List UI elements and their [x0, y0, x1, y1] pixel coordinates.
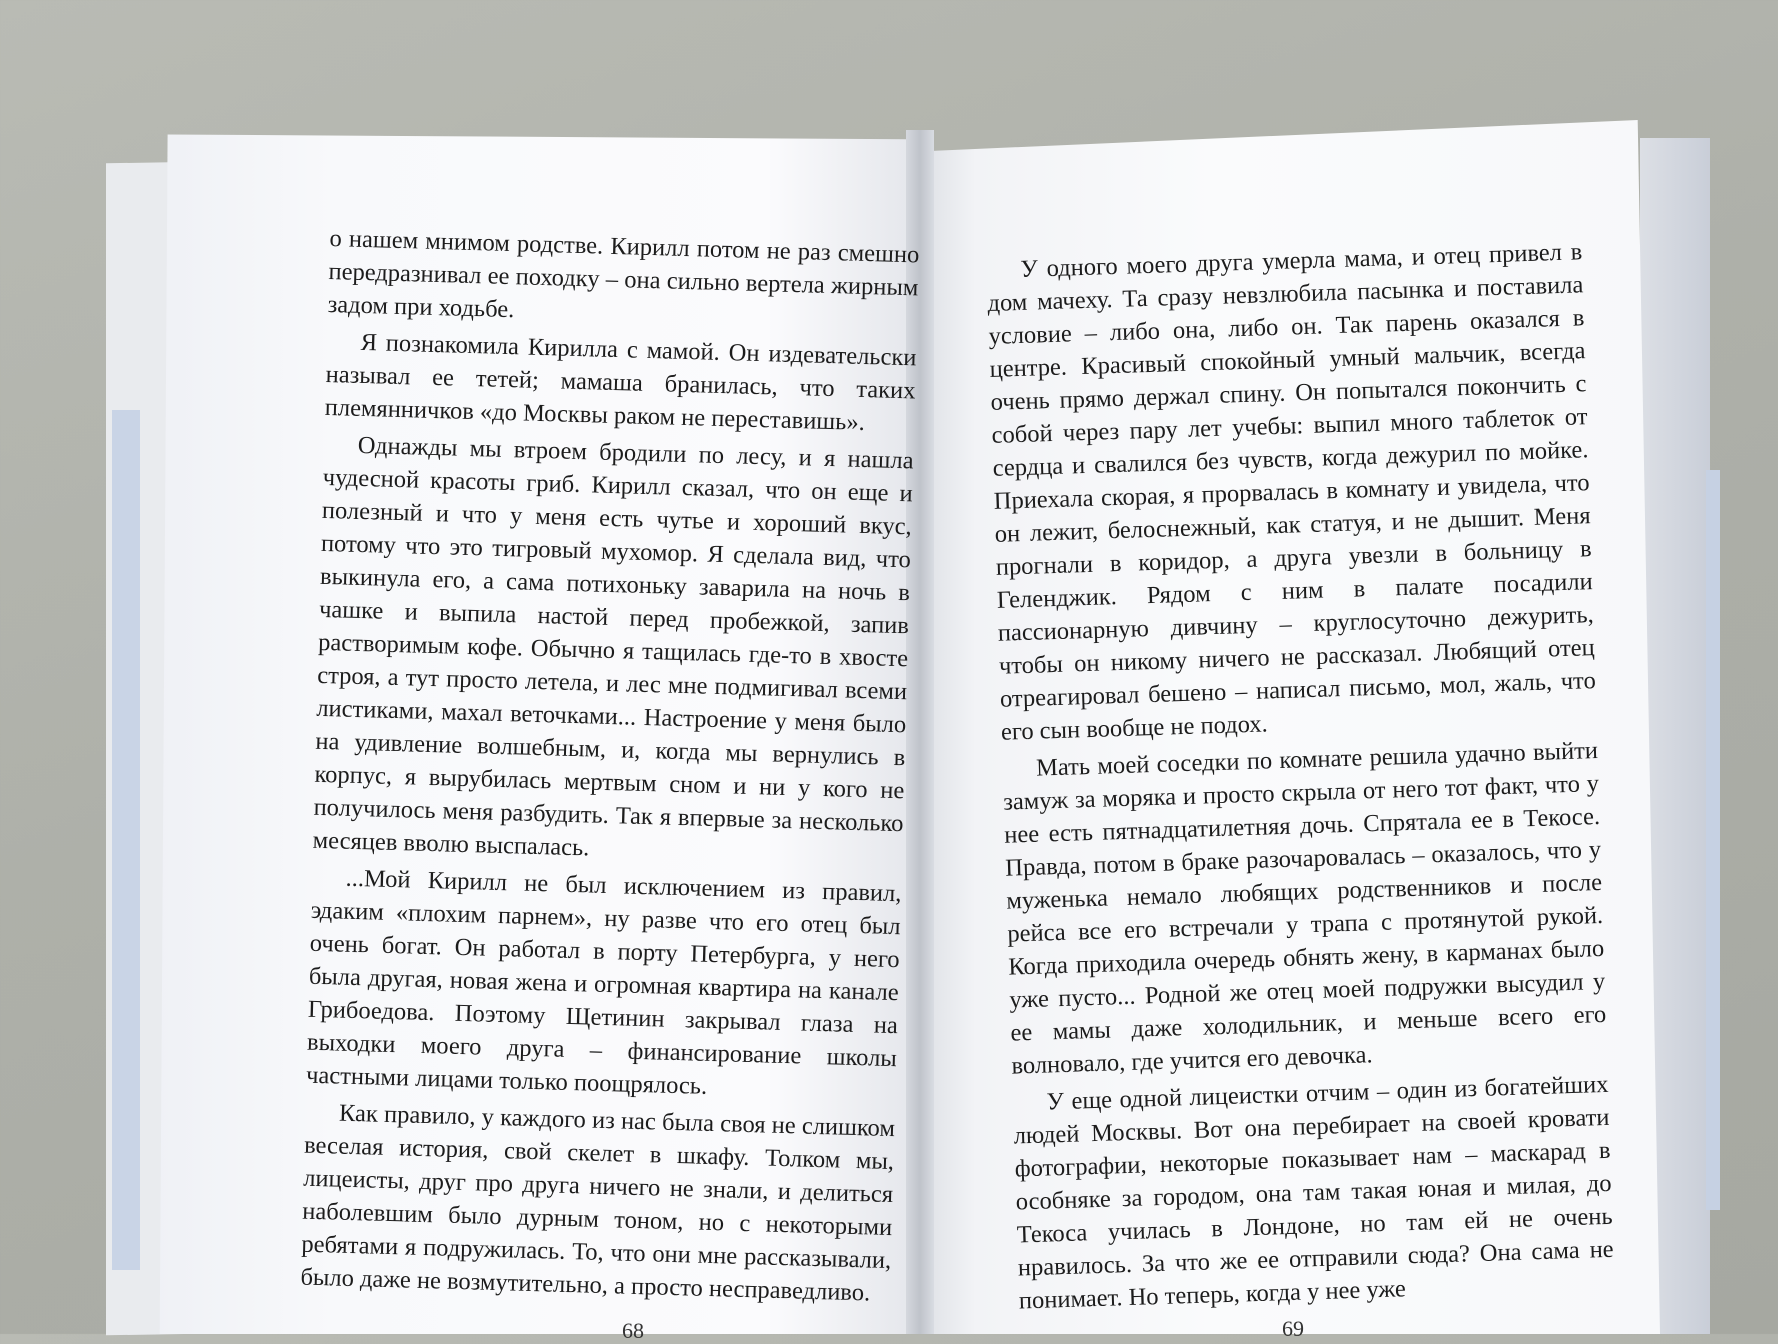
right-page-text: [986, 235, 1615, 1321]
paragraph: У еще одной лицеистки отчим – один из богатейших людей Москвы. Вот она перебирает на своей кровати фотографии, некоторые показывает нам – маскарад в особняке за городом, она там такая юная и милая, до Текоса училась в Лондоне, но там ей не очень нравилось. За что же ее отправили сюда? Она сама не понимает. Но теперь, когда у нее уже: [1013, 1070, 1614, 1315]
paragraph: Однажды мы втроем бродили по лесу, и я нашла чудесной красоты гриб. Кирилл сказал, что он еще и полезный и что у меня есть чутье и хороший вкус, потому что это тигровый мухомор. Я сделала вид, что выкинула его, а сама потихоньку заварила на ночь в чашке и выпила настой перед пробежкой, запив растворимым кофе. Обычно я тащилась где-то в хвосте строя, а тут просто летела, и лес мне подмигивал всеми листиками, махал веточками... Настроение у меня было на удивление волшебным, и, когда мы вернулись в корпус, я вырубилась мертвым сном и ни у кого не получилось меня разбудить. Так я впервые за несколько месяцев вволю выспалась.: [312, 431, 914, 862]
page-number-left: 68: [622, 1318, 644, 1343]
cover-blue-stripe-right: [1706, 470, 1720, 1210]
paragraph: У одного моего друга умерла мама, и отец привел в дом мачеху. Та сразу невзлюбила пасынка и поставила условие – либо она, либо он. Так парень оказался в центре. Красивый спокойный умный мальчик, всегда очень прямо держал спину. Он попытался покончить с собой через пару лет учебы: выпил много таблеток от сердца и свалился без чувств, когда дежурил по мойке. Приехала скорая, я прорвалась в комнату и увидела, что он лежит, белоснежный, как статуя, и не дышит. Меня прогнали в коридор, а друга увезли в больницу в Геленджик. Рядом с ним в палате посадили пассионарную дивчину – круглосуточно дежурить, чтобы он никому ничего не рассказал. Любящий отец отреагировал бешено – написал письмо, мол, жаль, что его сын вообще не подох.: [987, 238, 1597, 746]
paragraph: ...Мой Кирилл не был исключением из правил, эдаким «плохим парнем», ну разве что его отец был очень богат. Он работал в порту Петербурга, у него была другая, новая жена и огромная квартира на канале Грибоедова. Поэтому Щетинин закрывал глаза на выходки моего друга – финансирование школы частными лицами только поощрялось.: [305, 864, 902, 1100]
paragraph: Мать моей соседки по комнате решила удачно выйти замуж за моряка и просто скрыла от него тот факт, что у нее есть пятнадцатилетняя дочь. Спрятала ее в Текосе. Правда, потом в браке разочаровалась – оказалось, что у муженька немало любящих родственников и после рейса все его встречали у трапа с протянутой рукой. Когда приходила очередь обнять жену, в карманах было уже пусто... Родной же отец моей подружки высудил у ее мамы даже холодильник, и меньше всего его волновало, где учится его девочка.: [1002, 737, 1607, 1080]
left-page-text: [300, 222, 920, 1314]
page-number-right: 69: [1282, 1316, 1304, 1341]
paragraph: Я познакомила Кирилла с мамой. Он издевательски называл ее тетей; мамаша бранилась, что таких племянничков «до Москвы раком не переставишь».: [324, 328, 917, 437]
paragraph: о нашем мнимом родстве. Кирилл потом не раз смешно передразнивал ее походку – она сильно вертела жирным задом при ходьбе.: [327, 224, 920, 324]
cover-blue-stripe-left: [112, 410, 140, 1270]
paragraph: Как правило, у каждого из нас была своя не слишком веселая история, свой скелет в шкафу. Толком мы, лицеисты, друг про друга ничего не знали, и делиться наболевшим было дурным тоном, но с некоторыми ребятами я подружилась. То, что они мне рассказывали, было даже не возмутительно, а просто несправедливо.: [300, 1099, 896, 1307]
